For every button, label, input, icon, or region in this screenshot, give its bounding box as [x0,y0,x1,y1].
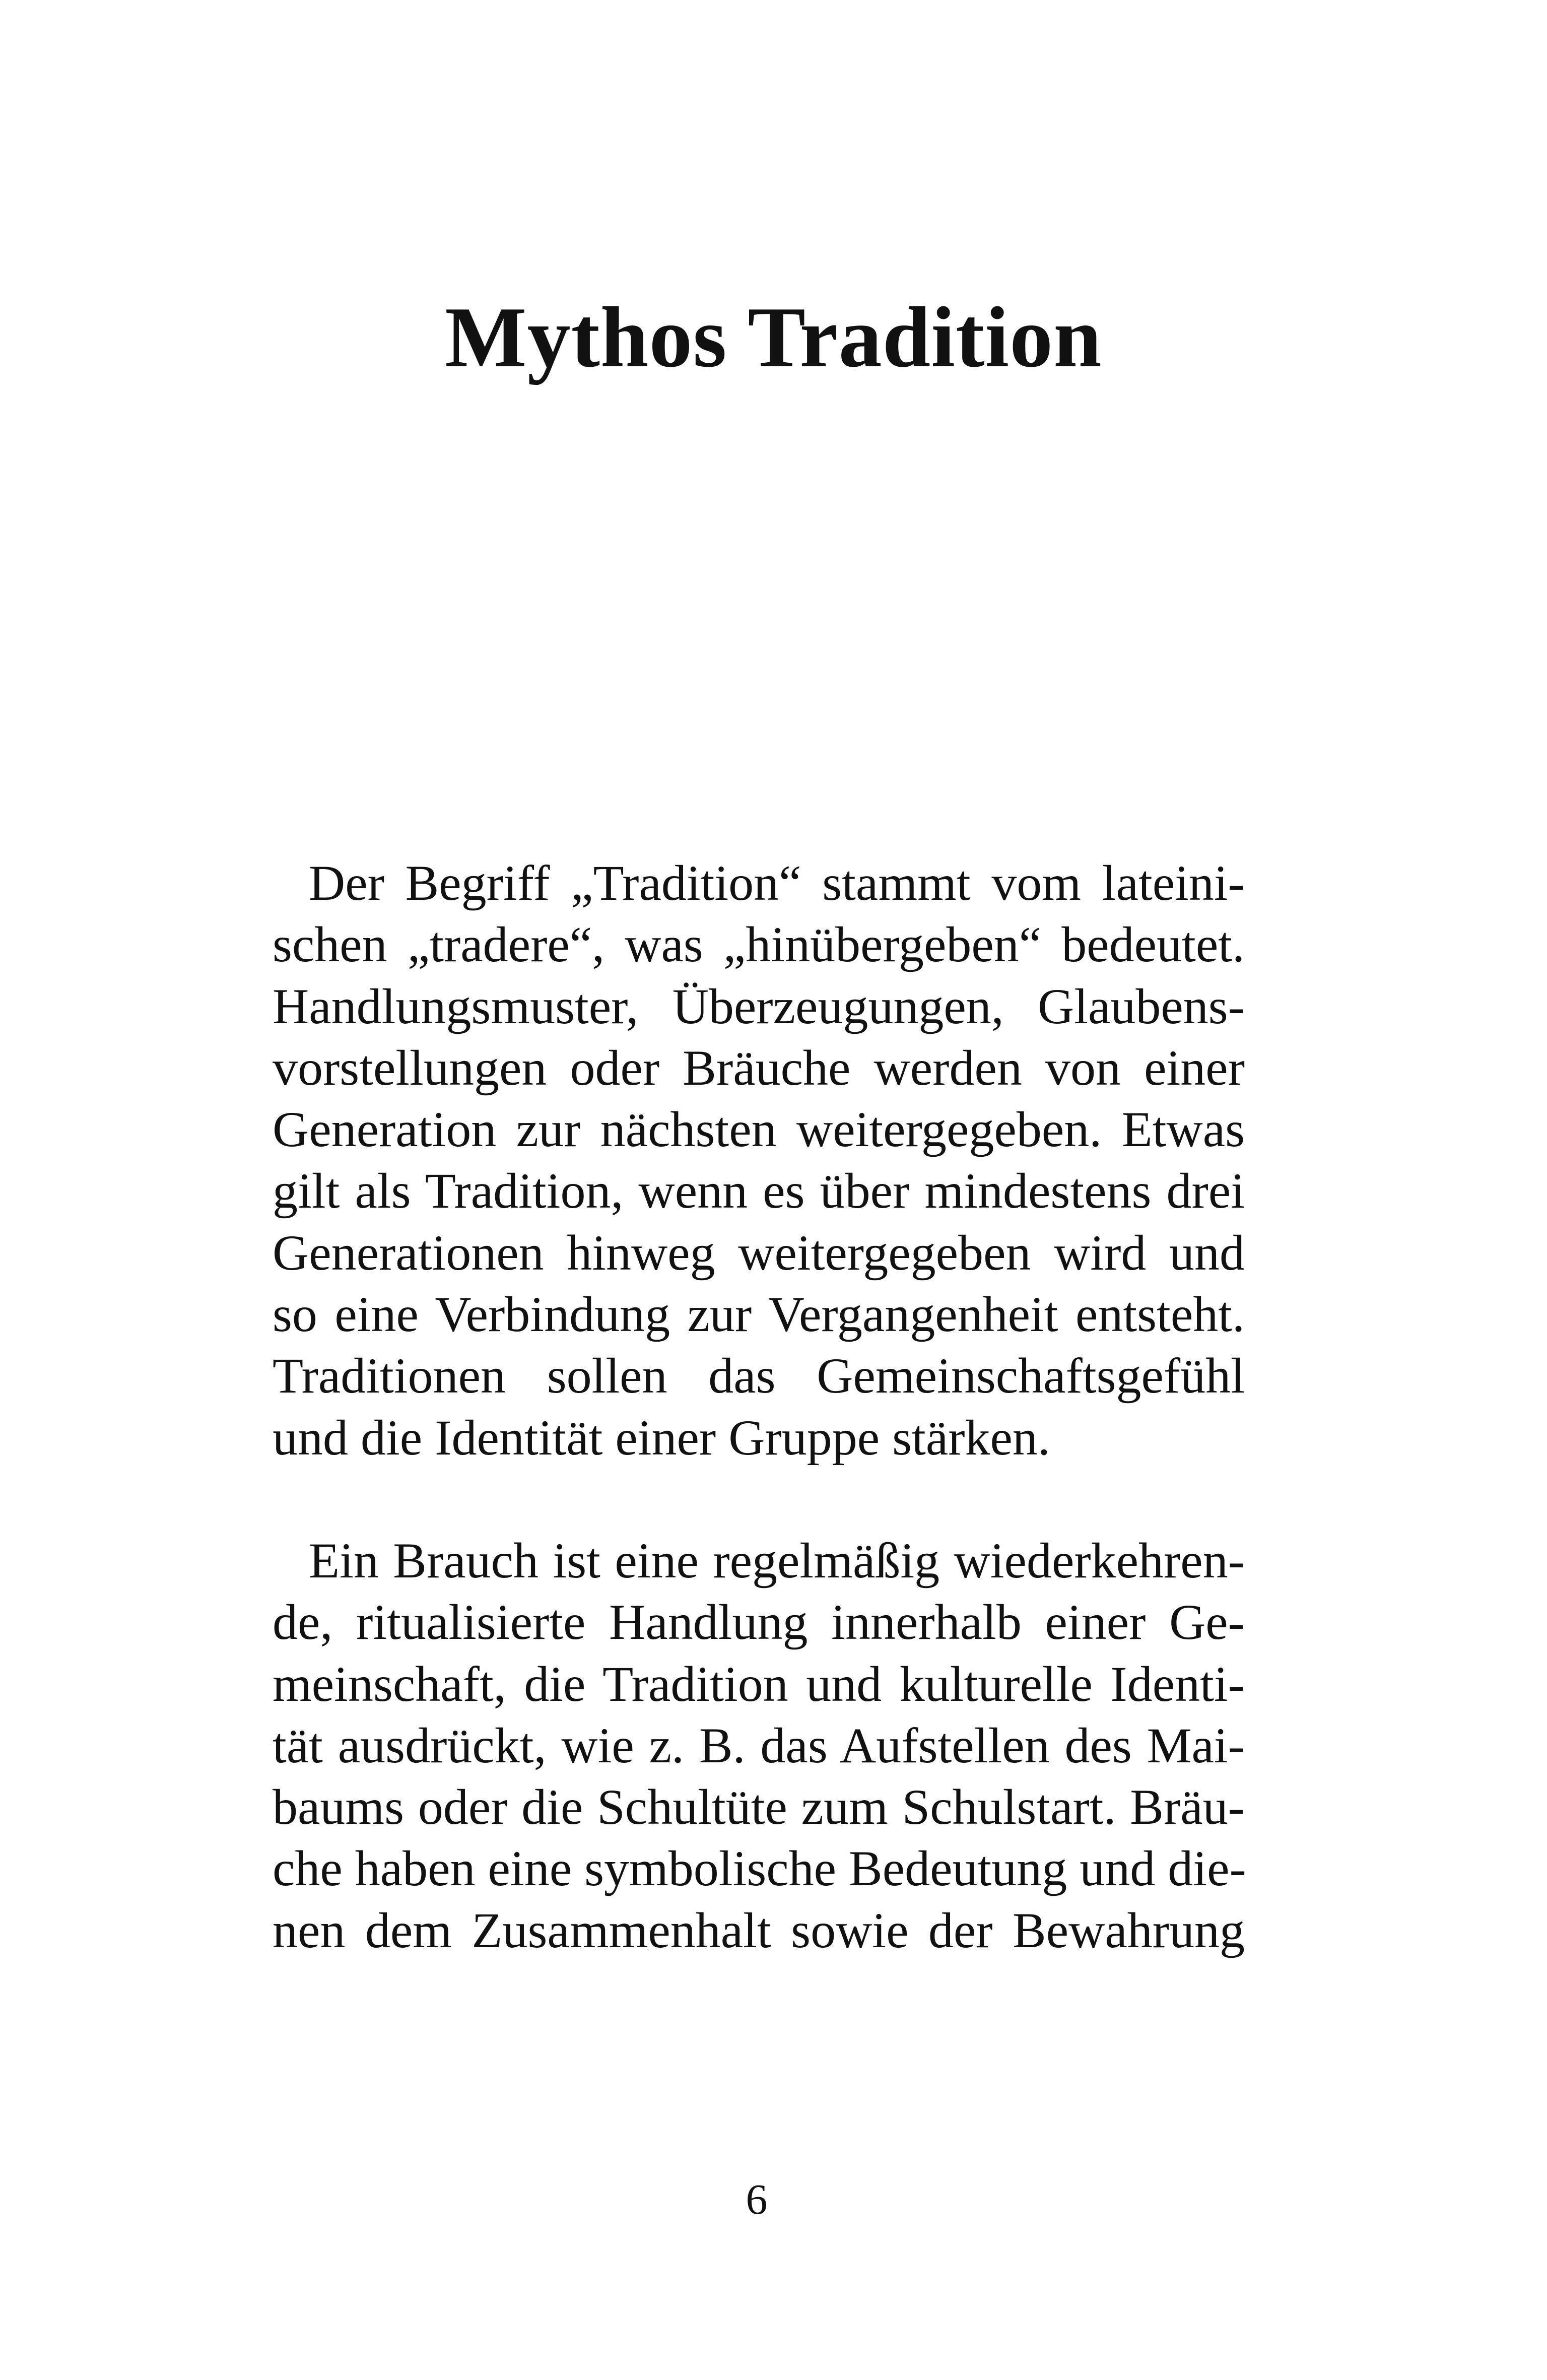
text-line: baums oder die Schultüte zum Schulstart. Bräu- [273,1779,1245,1835]
text-line: meinschaft, die Tradition und kulturelle Identi- [273,1656,1245,1712]
text-line: Generationen hinweg weitergegeben wird und [273,1224,1245,1281]
paragraph-tradition [273,852,1245,1469]
text-line: so eine Verbindung zur Vergangenheit entsteht. [273,1286,1245,1343]
text-line: de, ritualisierte Handlung innerhalb einer Ge- [273,1594,1245,1650]
text-line: Generation zur nächsten weitergegeben. Etwas [273,1101,1245,1158]
text-line: vorstellungen oder Bräuche werden von einer [273,1039,1245,1096]
text-line: nen dem Zusammenhalt sowie der Bewahrung [273,1902,1245,1958]
text-line: und die Identität einer Gruppe stärken. [273,1409,1050,1466]
body-text [273,852,1245,1961]
text-line: che haben eine symbolische Bedeutung und die- [273,1840,1246,1897]
text-line: tät ausdrückt, wie z. B. das Aufstellen des Mai- [273,1717,1245,1773]
page-number: 6 [746,2175,768,2223]
text-line: Ein Brauch ist eine regelmäßig wiederkehren- [309,1532,1245,1589]
paragraph-brauch [273,1530,1245,1961]
text-line: Der Begriff „Tradition“ stammt vom lateini- [309,855,1245,911]
chapter-title: Mythos Tradition [445,290,1102,385]
text-line: schen „tradere“, was „hinübergeben“ bedeutet. [273,916,1245,973]
text-line: Handlungsmuster, Überzeugungen, Glaubens- [273,978,1245,1034]
text-line: Traditionen sollen das Gemeinschaftsgefühl [273,1348,1245,1404]
text-line: gilt als Tradition, wenn es über mindestens drei [273,1163,1245,1219]
